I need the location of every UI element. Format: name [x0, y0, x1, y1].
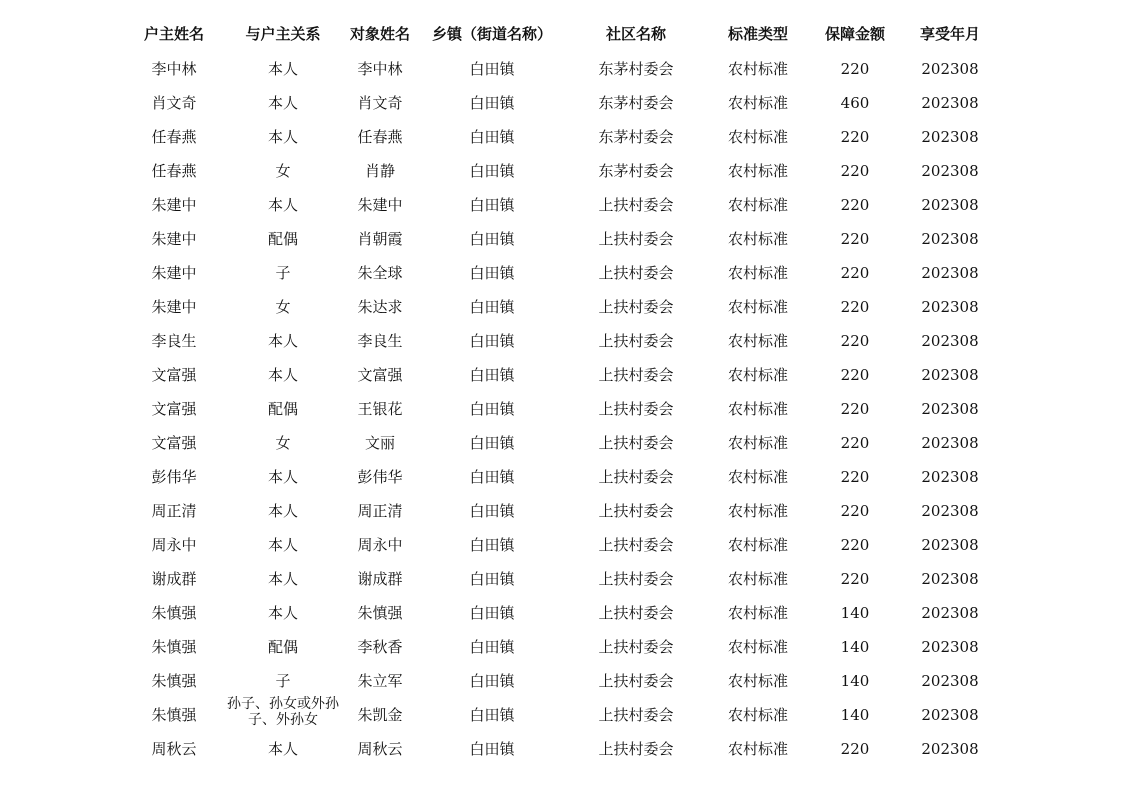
cell-amount: 220: [840, 434, 870, 452]
cell-standard-type: 农村标准: [727, 230, 788, 248]
cell-amount: 140: [840, 638, 870, 656]
cell-standard-type: 农村标准: [727, 604, 788, 622]
table-row: [0, 562, 1122, 596]
cell-household-head-name: 李良生: [151, 332, 197, 350]
cell-month: 202308: [921, 672, 979, 690]
cell-standard-type: 农村标准: [727, 502, 788, 520]
cell-amount: 220: [840, 468, 870, 486]
table-row: [0, 596, 1122, 630]
cell-relationship: 本人: [267, 502, 298, 520]
cell-amount: 220: [840, 298, 870, 316]
cell-community: 上扶村委会: [598, 570, 674, 588]
cell-township: 白田镇: [469, 502, 515, 520]
cell-recipient-name: 文富强: [357, 366, 403, 384]
cell-amount: 220: [840, 196, 870, 214]
cell-township: 白田镇: [469, 196, 515, 214]
cell-household-head-name: 任春燕: [151, 128, 197, 146]
cell-household-head-name: 朱慎强: [151, 672, 197, 690]
cell-community: 上扶村委会: [598, 230, 674, 248]
cell-relationship: 本人: [267, 332, 298, 350]
cell-township: 白田镇: [469, 264, 515, 282]
table-row: [0, 222, 1122, 256]
cell-standard-type: 农村标准: [727, 672, 788, 690]
cell-household-head-name: 文富强: [151, 400, 197, 418]
cell-amount: 140: [840, 672, 870, 690]
cell-community: 上扶村委会: [598, 706, 674, 724]
header-township: 乡镇（街道名称）: [431, 25, 552, 43]
cell-recipient-name: 朱慎强: [357, 604, 403, 622]
cell-relationship: 本人: [267, 740, 298, 758]
cell-standard-type: 农村标准: [727, 536, 788, 554]
cell-relationship: 配偶: [267, 400, 298, 418]
header-month: 享受年月: [919, 25, 980, 43]
cell-community: 东茅村委会: [598, 94, 674, 112]
cell-recipient-name: 任春燕: [357, 128, 403, 146]
cell-month: 202308: [921, 94, 979, 112]
cell-household-head-name: 任春燕: [151, 162, 197, 180]
cell-relationship: 本人: [267, 60, 298, 78]
cell-amount: 220: [840, 366, 870, 384]
cell-month: 202308: [921, 366, 979, 384]
cell-community: 上扶村委会: [598, 536, 674, 554]
cell-month: 202308: [921, 298, 979, 316]
cell-township: 白田镇: [469, 230, 515, 248]
cell-amount: 220: [840, 264, 870, 282]
cell-relationship: 子: [275, 264, 291, 282]
cell-community: 上扶村委会: [598, 502, 674, 520]
cell-township: 白田镇: [469, 706, 515, 724]
header-relationship: 与户主关系: [245, 25, 321, 43]
cell-relationship: 本人: [267, 366, 298, 384]
cell-month: 202308: [921, 536, 979, 554]
cell-community: 上扶村委会: [598, 604, 674, 622]
cell-township: 白田镇: [469, 60, 515, 78]
cell-month: 202308: [921, 604, 979, 622]
cell-household-head-name: 朱慎强: [151, 638, 197, 656]
table-header-row: [0, 17, 1122, 51]
cell-township: 白田镇: [469, 672, 515, 690]
cell-month: 202308: [921, 706, 979, 724]
cell-community: 东茅村委会: [598, 60, 674, 78]
cell-recipient-name: 李中林: [357, 60, 403, 78]
cell-amount: 140: [840, 604, 870, 622]
cell-standard-type: 农村标准: [727, 706, 788, 724]
cell-standard-type: 农村标准: [727, 60, 788, 78]
cell-standard-type: 农村标准: [727, 332, 788, 350]
cell-household-head-name: 周永中: [151, 536, 197, 554]
cell-household-head-name: 朱慎强: [151, 604, 197, 622]
cell-standard-type: 农村标准: [727, 298, 788, 316]
cell-standard-type: 农村标准: [727, 740, 788, 758]
cell-relationship: 孙子、孙女或外孙子、外孙女: [227, 696, 339, 726]
table-row: [0, 392, 1122, 426]
cell-township: 白田镇: [469, 638, 515, 656]
cell-household-head-name: 李中林: [151, 60, 197, 78]
cell-recipient-name: 朱立军: [357, 672, 403, 690]
cell-township: 白田镇: [469, 298, 515, 316]
cell-township: 白田镇: [469, 366, 515, 384]
cell-amount: 220: [840, 740, 870, 758]
cell-standard-type: 农村标准: [727, 366, 788, 384]
cell-month: 202308: [921, 400, 979, 418]
cell-standard-type: 农村标准: [727, 570, 788, 588]
cell-recipient-name: 朱达求: [357, 298, 403, 316]
cell-standard-type: 农村标准: [727, 128, 788, 146]
cell-month: 202308: [921, 740, 979, 758]
cell-township: 白田镇: [469, 434, 515, 452]
cell-household-head-name: 谢成群: [151, 570, 197, 588]
cell-recipient-name: 肖文奇: [357, 94, 403, 112]
cell-recipient-name: 肖朝霞: [357, 230, 403, 248]
cell-community: 上扶村委会: [598, 740, 674, 758]
cell-amount: 220: [840, 400, 870, 418]
cell-relationship: 本人: [267, 468, 298, 486]
cell-month: 202308: [921, 468, 979, 486]
table-row: [0, 86, 1122, 120]
cell-amount: 220: [840, 162, 870, 180]
cell-recipient-name: 周正清: [357, 502, 403, 520]
cell-month: 202308: [921, 638, 979, 656]
cell-relationship: 本人: [267, 128, 298, 146]
table-row: [0, 154, 1122, 188]
cell-township: 白田镇: [469, 604, 515, 622]
cell-community: 上扶村委会: [598, 196, 674, 214]
cell-month: 202308: [921, 60, 979, 78]
cell-standard-type: 农村标准: [727, 94, 788, 112]
cell-recipient-name: 朱凯金: [357, 706, 403, 724]
header-community: 社区名称: [605, 25, 666, 43]
cell-standard-type: 农村标准: [727, 468, 788, 486]
table-row: [0, 324, 1122, 358]
cell-amount: 220: [840, 502, 870, 520]
table-row: [0, 256, 1122, 290]
cell-community: 上扶村委会: [598, 400, 674, 418]
cell-community: 上扶村委会: [598, 366, 674, 384]
cell-relationship: 女: [275, 434, 291, 452]
table-row: [0, 630, 1122, 664]
cell-township: 白田镇: [469, 468, 515, 486]
cell-recipient-name: 李良生: [357, 332, 403, 350]
cell-standard-type: 农村标准: [727, 400, 788, 418]
cell-township: 白田镇: [469, 536, 515, 554]
table-row: [0, 120, 1122, 154]
cell-standard-type: 农村标准: [727, 162, 788, 180]
cell-month: 202308: [921, 196, 979, 214]
cell-recipient-name: 周秋云: [357, 740, 403, 758]
cell-relationship: 子: [275, 672, 291, 690]
cell-township: 白田镇: [469, 400, 515, 418]
cell-recipient-name: 李秋香: [357, 638, 403, 656]
header-amount: 保障金额: [824, 25, 885, 43]
cell-township: 白田镇: [469, 128, 515, 146]
cell-amount: 220: [840, 60, 870, 78]
table-row: [0, 460, 1122, 494]
cell-community: 上扶村委会: [598, 468, 674, 486]
table-row: [0, 290, 1122, 324]
cell-standard-type: 农村标准: [727, 196, 788, 214]
cell-amount: 220: [840, 230, 870, 248]
cell-amount: 220: [840, 332, 870, 350]
cell-household-head-name: 文富强: [151, 366, 197, 384]
cell-month: 202308: [921, 502, 979, 520]
cell-township: 白田镇: [469, 740, 515, 758]
cell-relationship: 配偶: [267, 638, 298, 656]
cell-community: 上扶村委会: [598, 672, 674, 690]
table-row: [0, 426, 1122, 460]
cell-recipient-name: 谢成群: [357, 570, 403, 588]
cell-recipient-name: 文丽: [364, 434, 395, 452]
table-row: [0, 188, 1122, 222]
cell-household-head-name: 肖文奇: [151, 94, 197, 112]
cell-household-head-name: 彭伟华: [151, 468, 197, 486]
cell-standard-type: 农村标准: [727, 638, 788, 656]
header-household-head-name: 户主姓名: [143, 25, 204, 43]
cell-household-head-name: 朱建中: [151, 196, 197, 214]
cell-household-head-name: 周秋云: [151, 740, 197, 758]
cell-community: 东茅村委会: [598, 128, 674, 146]
cell-month: 202308: [921, 434, 979, 452]
cell-household-head-name: 朱建中: [151, 298, 197, 316]
table-row: [0, 732, 1122, 766]
cell-month: 202308: [921, 332, 979, 350]
cell-relationship: 本人: [267, 604, 298, 622]
header-recipient-name: 对象姓名: [349, 25, 410, 43]
cell-relationship: 本人: [267, 196, 298, 214]
table-row: [0, 528, 1122, 562]
cell-relationship: 本人: [267, 94, 298, 112]
cell-household-head-name: 朱建中: [151, 230, 197, 248]
cell-standard-type: 农村标准: [727, 434, 788, 452]
table-row: [0, 698, 1122, 732]
cell-amount: 220: [840, 128, 870, 146]
cell-amount: 220: [840, 570, 870, 588]
table-row: [0, 494, 1122, 528]
cell-amount: 220: [840, 536, 870, 554]
cell-standard-type: 农村标准: [727, 264, 788, 282]
cell-community: 上扶村委会: [598, 638, 674, 656]
cell-recipient-name: 彭伟华: [357, 468, 403, 486]
cell-month: 202308: [921, 128, 979, 146]
cell-recipient-name: 朱建中: [357, 196, 403, 214]
cell-household-head-name: 朱建中: [151, 264, 197, 282]
cell-relationship: 本人: [267, 536, 298, 554]
cell-community: 东茅村委会: [598, 162, 674, 180]
cell-community: 上扶村委会: [598, 298, 674, 316]
cell-recipient-name: 周永中: [357, 536, 403, 554]
table-row: [0, 52, 1122, 86]
cell-household-head-name: 周正清: [151, 502, 197, 520]
cell-household-head-name: 文富强: [151, 434, 197, 452]
table-row: [0, 664, 1122, 698]
cell-recipient-name: 王银花: [357, 400, 403, 418]
cell-community: 上扶村委会: [598, 264, 674, 282]
cell-month: 202308: [921, 264, 979, 282]
cell-household-head-name: 朱慎强: [151, 706, 197, 724]
cell-month: 202308: [921, 570, 979, 588]
cell-township: 白田镇: [469, 94, 515, 112]
cell-month: 202308: [921, 162, 979, 180]
cell-recipient-name: 肖静: [364, 162, 395, 180]
cell-relationship: 配偶: [267, 230, 298, 248]
cell-amount: 140: [840, 706, 870, 724]
cell-township: 白田镇: [469, 162, 515, 180]
header-standard-type: 标准类型: [727, 25, 788, 43]
cell-community: 上扶村委会: [598, 434, 674, 452]
cell-township: 白田镇: [469, 570, 515, 588]
cell-recipient-name: 朱全球: [357, 264, 403, 282]
cell-relationship: 女: [275, 298, 291, 316]
cell-relationship: 女: [275, 162, 291, 180]
cell-amount: 460: [840, 94, 870, 112]
cell-community: 上扶村委会: [598, 332, 674, 350]
cell-month: 202308: [921, 230, 979, 248]
cell-township: 白田镇: [469, 332, 515, 350]
table-row: [0, 358, 1122, 392]
cell-relationship: 本人: [267, 570, 298, 588]
